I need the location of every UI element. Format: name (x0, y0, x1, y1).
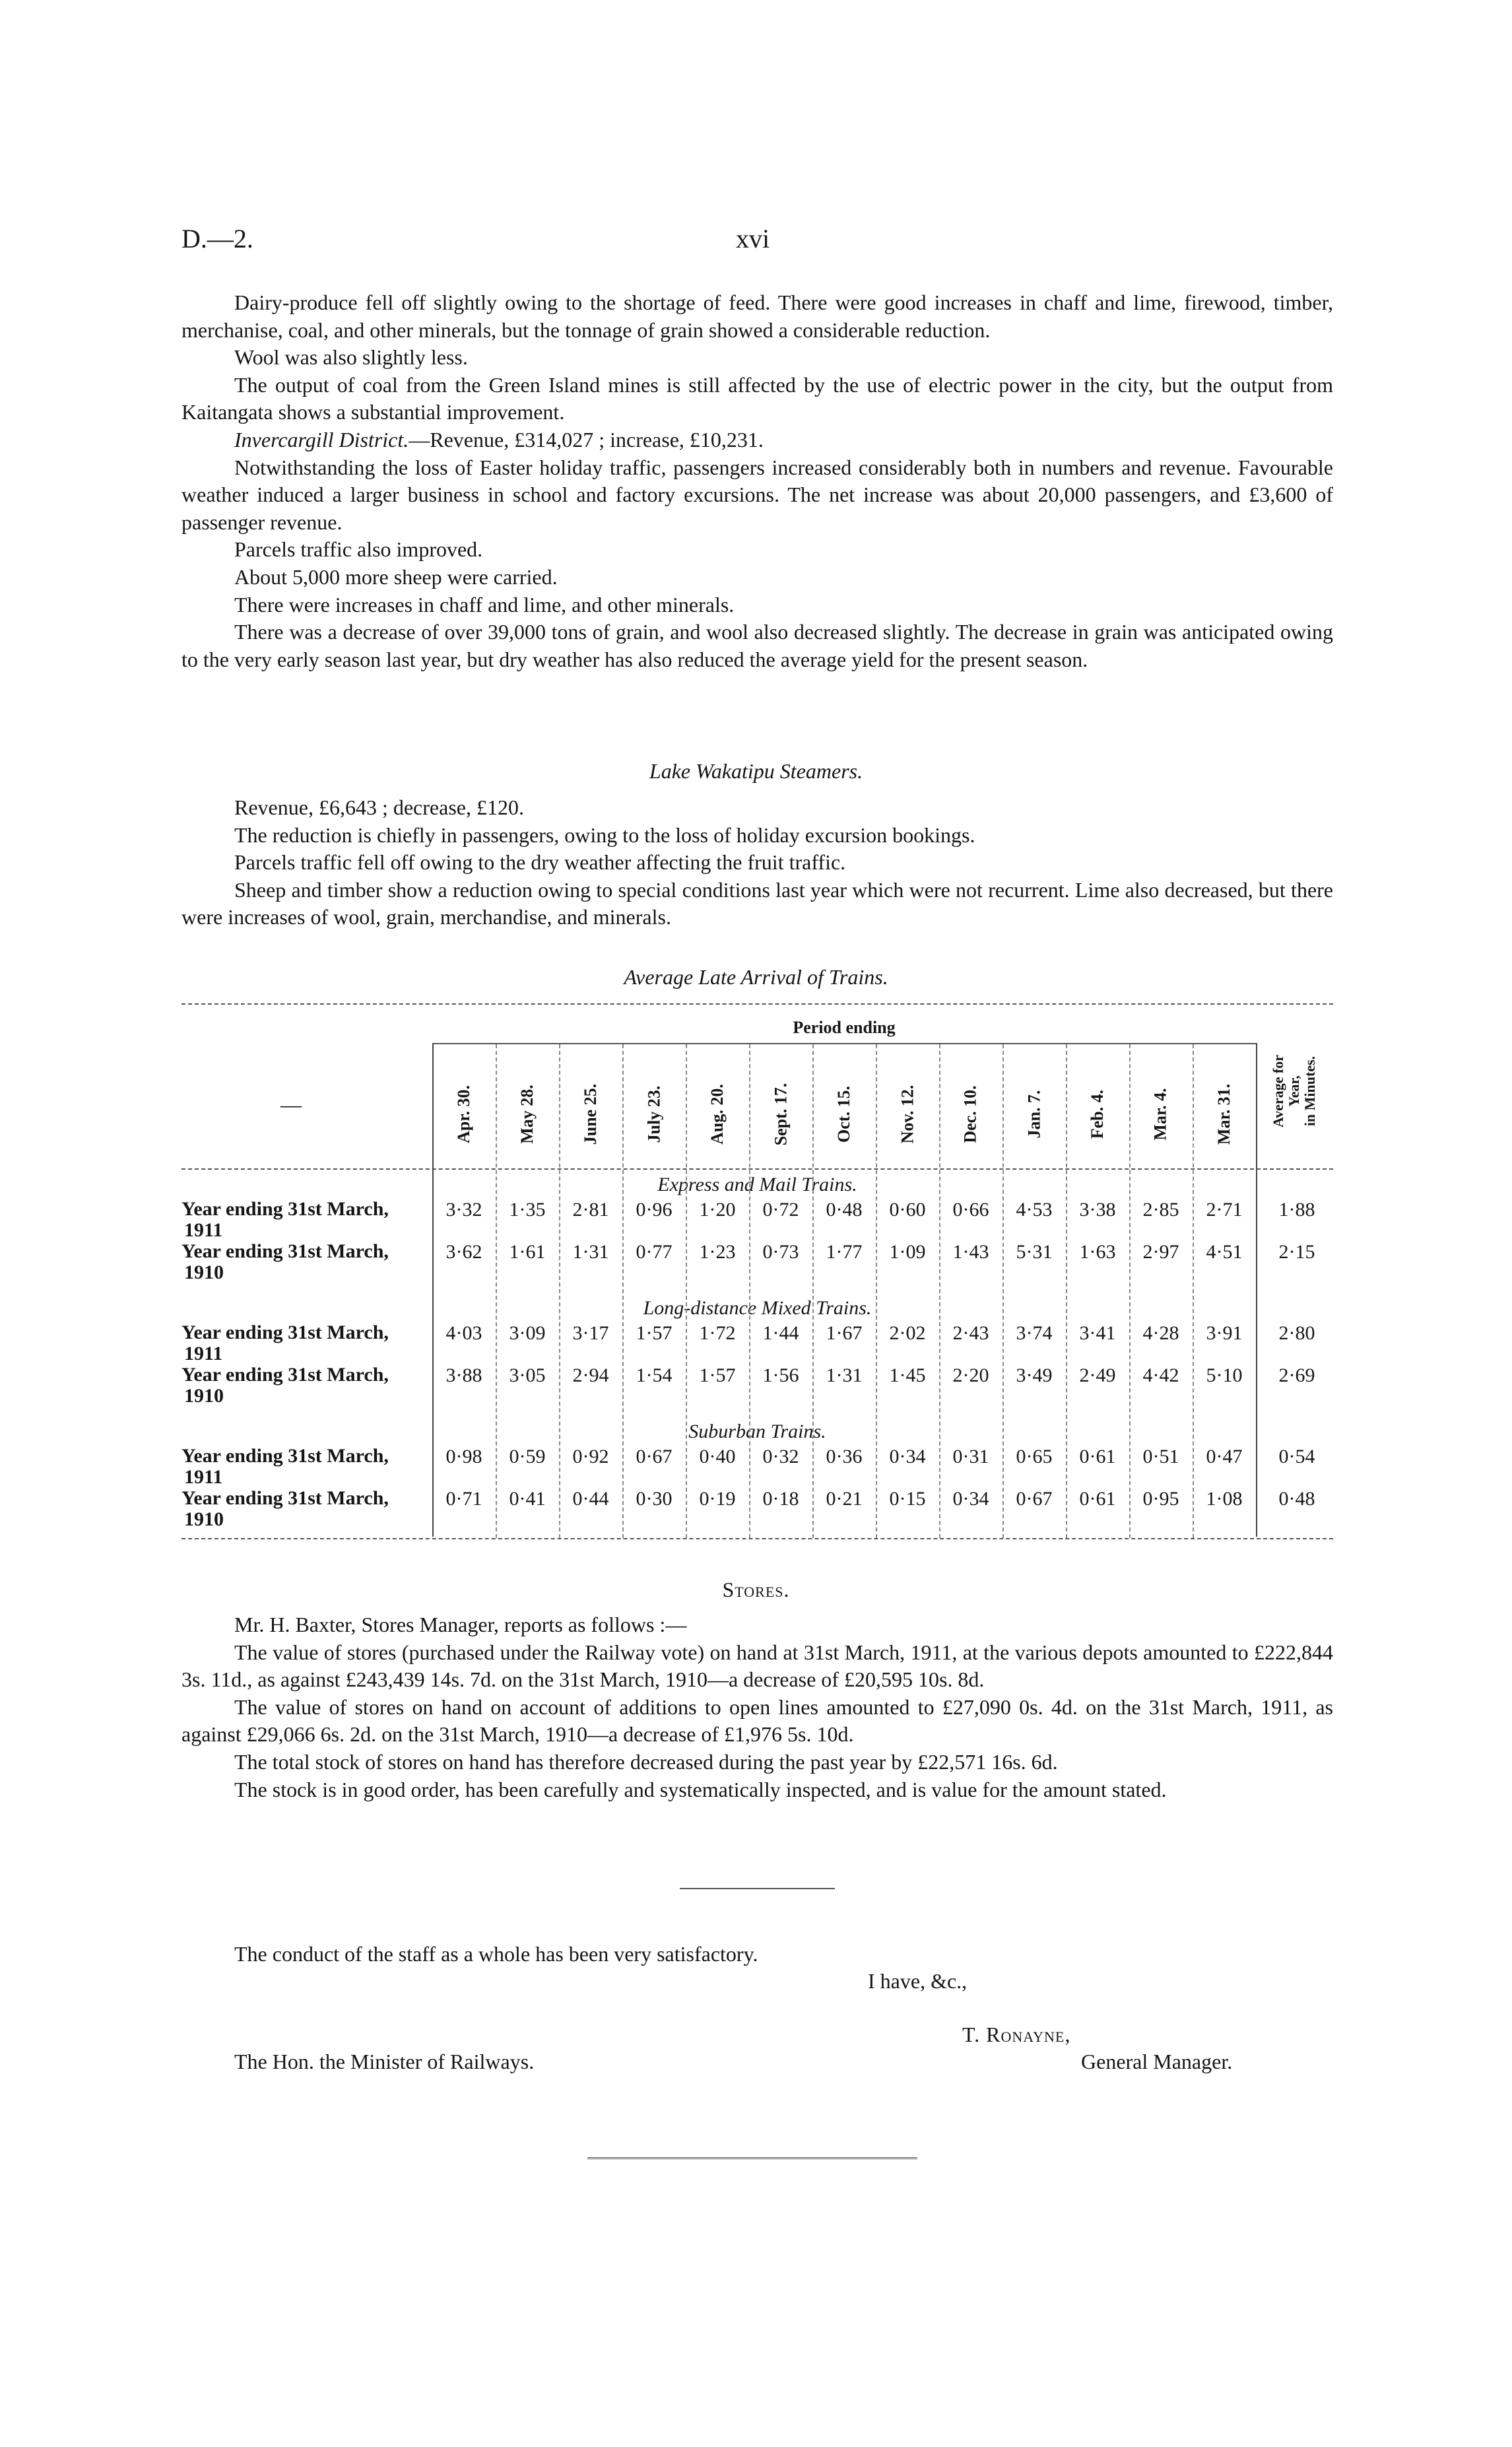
table-cell: 3·32 (445, 1199, 482, 1221)
table-cell: 3·17 (572, 1322, 609, 1344)
table-cell: 0·34 (952, 1488, 989, 1510)
row-label-line: 1910 (184, 1385, 224, 1407)
column-header (888, 1061, 927, 1167)
table-cell: 1·63 (1079, 1241, 1116, 1263)
column-rule (939, 1044, 940, 1538)
district-revenue: —Revenue, £314,027 ; increase, £10,231. (409, 427, 764, 452)
district-name: Invercargill District. (234, 427, 409, 452)
table-cell: 1·08 (1206, 1488, 1243, 1510)
paragraph: The stock is in good order, has been carefully and systematically inspected, and is value for the amount stated. (234, 1777, 1167, 1801)
table-cell: 1·67 (826, 1322, 863, 1344)
table-cell: 3·38 (1079, 1199, 1116, 1221)
table-cell: 0·60 (889, 1199, 926, 1221)
table-cell: 3·74 (1016, 1322, 1053, 1344)
page-code: D.—2. (181, 224, 253, 253)
column-header-label: Mar. 4. (1151, 1088, 1171, 1141)
table-cell: 1·35 (509, 1199, 546, 1221)
period-rule (432, 1043, 1256, 1044)
paragraph: Revenue, £6,643 ; decrease, £120. (234, 795, 524, 819)
avg-line: Average for (1270, 1054, 1287, 1127)
table-cell: 0·48 (826, 1199, 863, 1221)
table-cell: 5·10 (1206, 1364, 1243, 1386)
page-number: xvi (736, 224, 770, 253)
table-cell: 0·77 (636, 1241, 673, 1263)
row-label (181, 1364, 432, 1407)
section-heading: Long-distance Mixed Trains. (643, 1297, 872, 1319)
row-label (181, 1488, 432, 1530)
invercargill-heading (181, 426, 1333, 454)
paragraph: About 5,000 more sheep were carried. (234, 564, 558, 589)
table-cell: 0·36 (826, 1446, 863, 1467)
table-cell: 1·31 (572, 1241, 609, 1263)
paragraph: Wool was also slightly less. (234, 345, 468, 370)
column-header-label: Mar. 31. (1214, 1083, 1234, 1145)
table-cell: 0·47 (1206, 1446, 1243, 1467)
table-cell: 1·45 (889, 1364, 926, 1386)
paragraph: Notwithstanding the loss of Easter holiday traffic, passengers increased considerably both in numbers and revenue. Favourable weather induced a larger business in school and factory excursions. The net increase was about 20,000 passengers, and £3,600 of passenger revenue. (181, 455, 1333, 534)
table-cell: 1·57 (699, 1364, 736, 1386)
column-header (698, 1061, 737, 1167)
table-cell: 1·56 (762, 1364, 799, 1386)
section-heading: Suburban Trains. (688, 1421, 826, 1442)
column-header-label: May 28. (517, 1085, 537, 1144)
table-cell: 2·85 (1142, 1199, 1179, 1221)
table-cell: 4·51 (1206, 1241, 1243, 1263)
table-cell: 0·98 (445, 1446, 482, 1467)
table-cell: 3·91 (1206, 1322, 1243, 1344)
table-cell: 0·34 (889, 1446, 926, 1467)
row-label-line: 1911 (184, 1219, 223, 1241)
table-cell: 2·43 (952, 1322, 989, 1344)
column-header (1141, 1061, 1181, 1167)
column-rule (686, 1044, 687, 1538)
late-arrival-table (181, 1003, 1333, 1541)
column-rule (1256, 1043, 1257, 1537)
column-rule (876, 1044, 877, 1538)
row-label (181, 1446, 432, 1488)
table-cell: 0·61 (1079, 1488, 1116, 1510)
column-header (634, 1061, 674, 1167)
average-cell: 0·54 (1278, 1446, 1315, 1467)
column-header (951, 1061, 991, 1167)
table-cell: 5·31 (1016, 1241, 1053, 1263)
table-cell: 2·02 (889, 1322, 926, 1344)
table-bottom-rule (181, 1538, 1333, 1539)
row-label-line: 1911 (184, 1466, 223, 1488)
table-cell: 1·20 (699, 1199, 736, 1221)
table-cell: 0·51 (1142, 1446, 1179, 1467)
table-cell: 2·81 (572, 1199, 609, 1221)
column-rule (622, 1044, 624, 1538)
column-header (761, 1061, 801, 1167)
table-cell: 0·40 (699, 1446, 736, 1467)
table-cell: 0·66 (952, 1199, 989, 1221)
table-cell: 1·31 (826, 1364, 863, 1386)
table-cell: 0·71 (445, 1488, 482, 1510)
table-cell: 4·03 (445, 1322, 482, 1344)
column-rule (496, 1044, 497, 1538)
column-header-label: Oct. 15. (834, 1086, 854, 1143)
table-cell: 0·96 (636, 1199, 673, 1221)
table-cell: 3·09 (509, 1322, 546, 1344)
signatory: T. Ronayne, (962, 2023, 1071, 2046)
row-label-line: 1910 (184, 1508, 224, 1530)
stores-section (181, 1611, 1333, 1803)
column-header-label: July 23. (644, 1085, 663, 1143)
salutation: I have, &c., (868, 1969, 968, 1993)
end-rule (587, 2157, 917, 2159)
table-cell: 0·15 (889, 1488, 926, 1510)
table-top-rule (181, 1003, 1333, 1005)
table-cell: 3·88 (445, 1364, 482, 1386)
paragraph: Mr. H. Baxter, Stores Manager, reports as follows :— (234, 1613, 687, 1636)
avg-line: in Minutes. (1301, 1056, 1319, 1126)
column-header-label: Aug. 20. (707, 1084, 727, 1145)
table-cell: 0·67 (1016, 1488, 1053, 1510)
table-cell: 0·61 (1079, 1446, 1116, 1467)
column-header (444, 1061, 484, 1167)
table-cell: 3·62 (445, 1241, 482, 1263)
table-cell: 2·49 (1079, 1364, 1116, 1386)
table-cell: 1·23 (699, 1241, 736, 1263)
table-cell: 4·53 (1016, 1199, 1053, 1221)
column-rule (1129, 1044, 1131, 1538)
average-cell: 2·80 (1278, 1322, 1315, 1344)
average-heading (1256, 1013, 1333, 1168)
table-cell: 0·65 (1016, 1446, 1053, 1467)
table-cell: 0·21 (826, 1488, 863, 1510)
column-header (1014, 1061, 1054, 1167)
table-cell: 0·72 (762, 1199, 799, 1221)
row-label (181, 1322, 432, 1364)
table-cell: 2·97 (1142, 1241, 1179, 1263)
table-cell: 4·28 (1142, 1322, 1179, 1344)
column-rule (749, 1044, 750, 1538)
average-cell: 2·69 (1278, 1364, 1315, 1386)
table-cell: 3·49 (1016, 1364, 1053, 1386)
paragraph: Sheep and timber show a reduction owing to special conditions last year which were not recurrent. Lime also decreased, but there were increases of wool, grain, merchandise, and minerals. (181, 877, 1333, 929)
row-label (181, 1199, 432, 1241)
column-rule (1003, 1044, 1004, 1538)
header-bottom-rule (181, 1168, 1333, 1170)
table-cell: 3·41 (1079, 1322, 1116, 1344)
column-rule (812, 1044, 814, 1538)
column-rule (1066, 1044, 1067, 1538)
row-label-line: Year ending 31st March, (181, 1322, 389, 1343)
section-heading: Express and Mail Trains. (657, 1174, 857, 1195)
table-cell: 2·94 (572, 1364, 609, 1386)
table-cell: 1·57 (636, 1322, 673, 1344)
row-label-line: Year ending 31st March, (181, 1487, 389, 1509)
table-cell: 0·44 (572, 1488, 609, 1510)
average-cell: 1·88 (1278, 1199, 1315, 1221)
stores-title: Stores. (722, 1578, 790, 1601)
table-title: Average Late Arrival of Trains. (624, 965, 888, 989)
lake-title: Lake Wakatipu Steamers. (649, 759, 863, 783)
paragraph: Dairy-produce fell off slightly owing to the shortage of feed. There were good increases in chaff and lime, firewood, timber, merchanise, coal, and other minerals, but the tonnage of grain showed a considerable reduction. (181, 290, 1333, 342)
column-header-label: Jan. 7. (1024, 1090, 1043, 1139)
table-cell: 2·20 (952, 1364, 989, 1386)
table-cell: 3·05 (509, 1364, 546, 1386)
column-header (824, 1061, 864, 1167)
paragraph: There was a decrease of over 39,000 tons of grain, and wool also decreased slightly. The decrease in grain was anticipated owing to the very early season last year, but dry weather has also reduced the average yield for the present season. (181, 620, 1333, 671)
intro-section (181, 289, 1333, 673)
paragraph: Parcels traffic also improved. (234, 537, 483, 562)
column-header-label: Nov. 12. (898, 1085, 917, 1144)
table-cell: 0·30 (636, 1488, 673, 1510)
table-cell: 0·32 (762, 1446, 799, 1467)
column-header (571, 1061, 610, 1167)
table-cell: 1·43 (952, 1241, 989, 1263)
paragraph: Parcels traffic fell off owing to the dry weather affecting the fruit traffic. (234, 850, 846, 875)
paragraph: The value of stores (purchased under the Railway vote) on hand at 31st March, 1911, at the various depots amounted to £222,844 3s. 11d., as against £243,439 14s. 7d. on the 31st March, 1910—a decrease of £20,595 10s. 8d. (181, 1640, 1333, 1692)
table-cell: 0·92 (572, 1446, 609, 1467)
column-header-label: Dec. 10. (961, 1085, 981, 1143)
stub-dash: — (280, 1092, 302, 1116)
column-header-label: June 25. (581, 1083, 600, 1145)
lake-section (181, 794, 1333, 931)
table-cell: 1·77 (826, 1241, 863, 1263)
row-label-line: Year ending 31st March, (181, 1364, 389, 1386)
table-cell: 0·31 (952, 1446, 989, 1467)
column-header-label: Sept. 17. (771, 1083, 790, 1146)
table-cell: 0·18 (762, 1488, 799, 1510)
average-cell: 2·15 (1278, 1241, 1315, 1263)
table-cell: 2·71 (1206, 1199, 1243, 1221)
paragraph: The reduction is chiefly in passengers, owing to the loss of holiday excursion bookings. (234, 822, 975, 847)
period-heading: Period ending (793, 1018, 896, 1037)
column-header-label: Apr. 30. (454, 1085, 474, 1143)
table-cell: 0·41 (509, 1488, 546, 1510)
row-label (181, 1241, 432, 1283)
table-cell: 1·72 (699, 1322, 736, 1344)
addressee: The Hon. the Minister of Railways. (234, 2050, 535, 2073)
paragraph: There were increases in chaff and lime, and other minerals. (234, 592, 735, 617)
row-label-line: 1910 (184, 1261, 224, 1283)
column-rule (1193, 1044, 1194, 1538)
table-cell: 1·09 (889, 1241, 926, 1263)
table-cell: 0·95 (1142, 1488, 1179, 1510)
table-cell: 4·42 (1142, 1364, 1179, 1386)
column-rule (432, 1043, 434, 1537)
column-header-label: Feb. 4. (1088, 1089, 1107, 1139)
conduct-statement: The conduct of the staff as a whole has been very satisfactory. (234, 1942, 758, 1966)
table-cell: 1·44 (762, 1322, 799, 1344)
avg-line: Year, (1286, 1075, 1303, 1107)
row-label-line: Year ending 31st March, (181, 1240, 389, 1262)
column-header (1078, 1061, 1117, 1167)
table-cell: 0·67 (636, 1446, 673, 1467)
signatory-position: General Manager. (1081, 2050, 1233, 2073)
table-cell: 1·61 (509, 1241, 546, 1263)
table-cell: 1·54 (636, 1364, 673, 1386)
row-label-line: Year ending 31st March, (181, 1198, 389, 1220)
paragraph: The output of coal from the Green Island mines is still affected by the use of electric power in the city, but the output from Kaitangata shows a substantial improvement. (181, 372, 1333, 424)
column-header (1204, 1061, 1244, 1167)
column-header (508, 1061, 547, 1167)
table-cell: 0·73 (762, 1241, 799, 1263)
table-cell: 0·19 (699, 1488, 736, 1510)
row-label-line: 1911 (184, 1343, 223, 1364)
column-rule (559, 1044, 560, 1538)
table-cell: 0·59 (509, 1446, 546, 1467)
divider (680, 1888, 835, 1889)
paragraph: The total stock of stores on hand has therefore decreased during the past year by £22,571 16s. 6d. (234, 1749, 1058, 1774)
average-cell: 0·48 (1278, 1488, 1315, 1510)
row-label-line: Year ending 31st March, (181, 1445, 389, 1467)
paragraph: The value of stores on hand on account of additions to open lines amounted to £27,090 0s. 4d. on the 31st March, 1911, as against £29,066 6s. 2d. on the 31st March, 1910—a decrease of £1,976 5s. 10d. (181, 1694, 1333, 1747)
